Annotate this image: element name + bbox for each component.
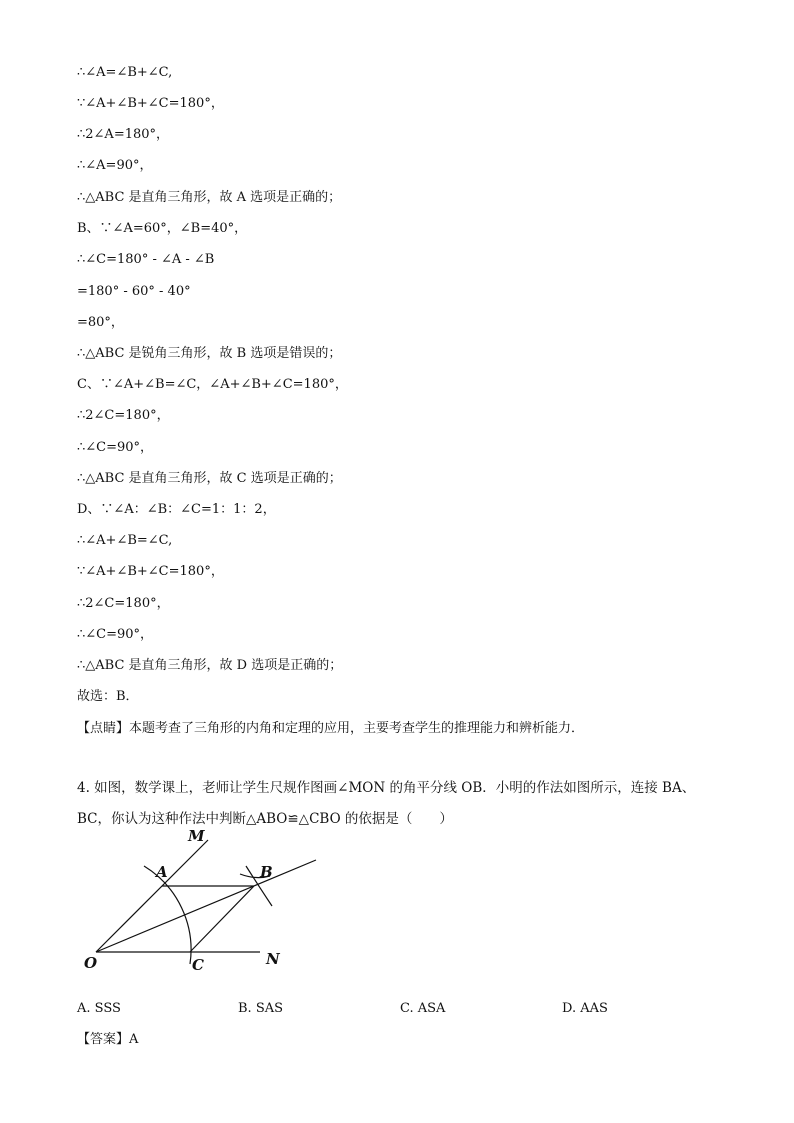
solution-line: ∴∠A=∠B+∠C, — [77, 65, 173, 80]
solution-line: ∴∠A+∠B=∠C, — [77, 533, 173, 548]
answer-line: 【答案】A — [77, 1032, 139, 1047]
solution-line: ∴△ABC 是直角三角形，故 A 选项是正确的； — [77, 190, 342, 205]
solution-line: ∴2∠C=180°， — [77, 408, 170, 423]
ray-OB — [96, 860, 316, 952]
label-B: B — [260, 863, 273, 881]
label-O: O — [84, 954, 98, 972]
solution-line: 故选：B． — [77, 689, 139, 704]
option-b: B. SAS — [238, 1001, 284, 1016]
ray-OM — [96, 840, 208, 952]
question-line-2: BC，你认为这种作法中判断△ABO≌△CBO 的依据是（ ） — [77, 811, 453, 827]
option-c: C. ASA — [400, 1001, 446, 1016]
geometry-figure — [80, 822, 340, 982]
solution-line: =80°， — [77, 315, 124, 330]
solution-line: B、∵∠A=60°，∠B=40°， — [77, 221, 248, 236]
label-N: N — [266, 950, 280, 968]
solution-line: ∴2∠C=180°， — [77, 596, 170, 611]
solution-line: C、∵∠A+∠B=∠C，∠A+∠B+∠C=180°， — [77, 377, 348, 392]
solution-line: ∴∠C=90°， — [77, 627, 154, 642]
solution-line: ∴∠C=180° - ∠A - ∠B — [77, 252, 215, 267]
solution-line: =180° - 60° - 40° — [77, 284, 191, 299]
solution-line: ∴△ABC 是直角三角形，故 C 选项是正确的； — [77, 471, 342, 486]
label-C: C — [192, 956, 204, 974]
option-a: A. SSS — [77, 1001, 121, 1016]
solution-line: ∴△ABC 是锐角三角形，故 B 选项是错误的； — [77, 346, 342, 361]
solution-line: ∴△ABC 是直角三角形，故 D 选项是正确的； — [77, 658, 343, 673]
label-M: M — [188, 827, 205, 845]
segment-BC — [190, 886, 254, 952]
solution-line: ∴∠C=90°， — [77, 440, 154, 455]
question-line-1: 4. 如图，数学课上，老师让学生尺规作图画∠MON 的角平分线 OB．小明的作法如图所示，连接 BA、 — [77, 780, 696, 796]
solution-line: ∴2∠A=180°， — [77, 127, 170, 142]
solution-line: ∴∠A=90°， — [77, 158, 153, 173]
label-A: A — [156, 863, 168, 881]
solution-line: D、∵∠A：∠B：∠C=1：1：2， — [77, 502, 276, 517]
option-d: D. AAS — [562, 1001, 608, 1016]
solution-line: ∵∠A+∠B+∠C=180°， — [77, 96, 224, 111]
solution-line: 【点睛】本题考查了三角形的内角和定理的应用，主要考查学生的推理能力和辨析能力． — [77, 721, 585, 736]
solution-line: ∵∠A+∠B+∠C=180°， — [77, 564, 224, 579]
